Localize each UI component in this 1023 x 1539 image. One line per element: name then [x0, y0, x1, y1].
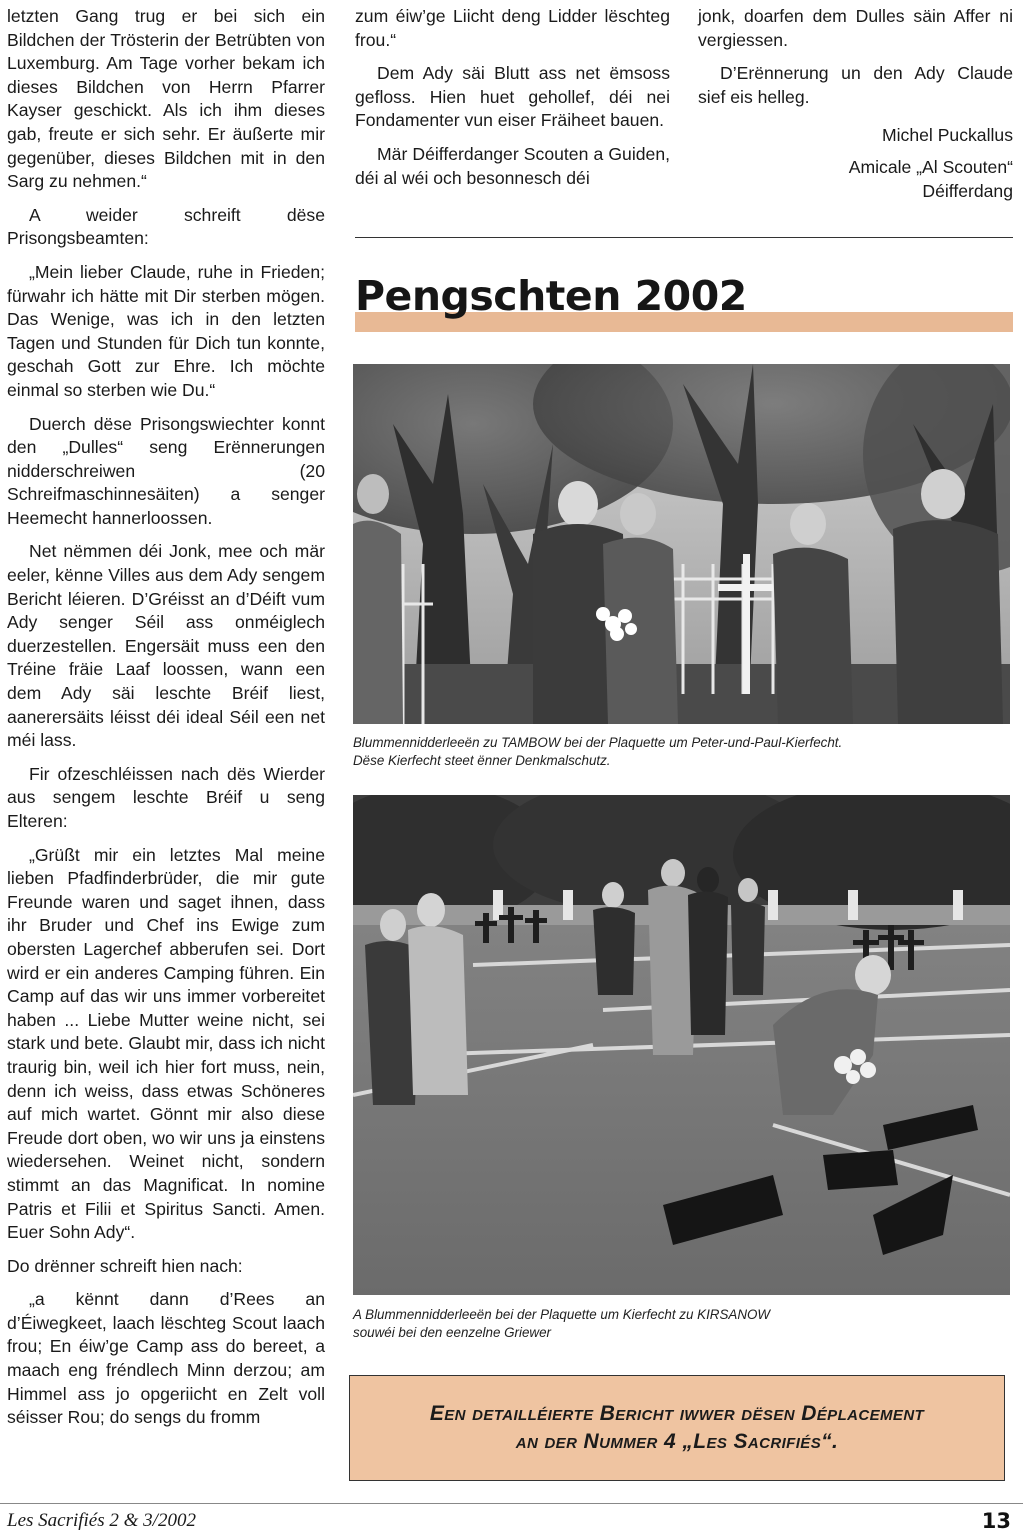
- column-middle: [355, 5, 670, 200]
- notice-box: [349, 1375, 1005, 1481]
- body-paragraph: A weider schreift dëse Prisongsbeamten:: [7, 204, 325, 249]
- caption-line: Dëse Kierfecht steet ënner Denkmalschutz.: [353, 752, 611, 768]
- body-paragraph: Mär Déifferdanger Scouten a Guiden, déi al wéi och besonnesch déi: [355, 143, 670, 188]
- body-paragraph: zum éiw’ge Liicht deng Lidder lëschteg frou.“: [355, 6, 670, 50]
- body-paragraph: Duerch dëse Prisongswiechter konnt den „Dulles“ seng Erënnerungen nidderschreiwen (20 Schreifmaschinnesäiten) a senger Heemecht hannerloossen.: [7, 413, 325, 528]
- signature-org: Amicale „Al Scouten“: [848, 157, 1013, 178]
- notice-line: an der Nummer 4 „Les Sacrifiés“.: [515, 1430, 839, 1453]
- quote-paragraph: „Mein lieber Claude, ruhe in Frieden; fürwahr ich hätte mit Dir sterben mögen. Das Wenige, was ich in den letzten Tagen und Stunden für Dich tun konnte, geschah Gott zur Ehre. Ich möchte einmal so sterben wie Du.“: [7, 261, 325, 400]
- caption-line: souwéi bei den eenzelne Griewer: [353, 1324, 552, 1340]
- body-paragraph: Fir ofzeschléissen nach dës Wierder aus sengem leschte Bréif u seng Elteren:: [7, 763, 325, 831]
- column-right: [698, 5, 1013, 203]
- body-paragraph: Dem Ady säi Blutt ass net ëmsoss gefloss. Hien huet gehollef, déi nei Fondamenter vun eiser Fräiheet bauen.: [355, 63, 670, 131]
- photo-caption: [353, 1306, 1010, 1341]
- notice-line: Een detailléierte Bericht iwwer dësen Déplacement: [429, 1402, 925, 1425]
- photo-caption: [353, 734, 1010, 769]
- caption-line: Blummennidderleeën zu TAMBOW bei der Plaquette um Peter-und-Paul-Kierfecht.: [353, 735, 843, 750]
- photo-illustration: [353, 364, 1010, 724]
- caption-line: A Blummennidderleeën bei der Plaquette um Kierfecht zu KIRSANOW: [353, 1307, 771, 1322]
- body-paragraph: Net nëmmen déi Jonk, mee och mär eeler, kënne Villes aus dem Ady sengem Bericht léieren. D’Gréisst an d’Déift vum Ady senger Séil ass onméiglech duerzestellen. Engersäit muss een den Tréine fräie Laaf loossen, wann een dem Ady säi leschte Bréif liest, aanerersäits léisst déi ideal Séil een net méi lass.: [7, 541, 325, 751]
- signature-name: Michel Puckallus: [881, 125, 1013, 146]
- publication-name: Les Sacrifiés 2 & 3/2002: [7, 1510, 196, 1531]
- body-paragraph: letzten Gang trug er bei sich ein Bildchen der Trösterin der Betrübten von Luxemburg. Am Tage vorher bekam ich dieses Bildchen von Herrn Pfarrer Kayser geschickt. Als ich ihm dieses gab, freute er sich sehr. Er äußerte mir gegenüber, dieses Bildchen mit in den Sarg zu nehmen.“: [7, 6, 325, 192]
- photo-kirsanow-cemetery: [353, 795, 1010, 1295]
- notice-text: [350, 1400, 1004, 1456]
- body-paragraph: Do drënner schreift hien nach:: [7, 1255, 243, 1276]
- signature-place: Déifferdang: [922, 181, 1013, 202]
- section-title: Pengschten 2002: [355, 272, 747, 320]
- body-paragraph: jonk, doarfen dem Dulles säin Affer ni vergiessen.: [698, 6, 1013, 50]
- photo-illustration: [353, 795, 1010, 1295]
- column-left: [7, 5, 325, 1440]
- signature-block: [698, 123, 1013, 203]
- quote-paragraph: „a kënnt dann d’Rees an d’Éiwegkeet, laach lëschteg Scout laach frou; En éiw’ge Camp ass do bereet, a maach eng fréndlech Minn derzou; am Himmel ass jo opgeriicht en Zelt voll séisser Rou; do sengs du fromm: [7, 1289, 325, 1428]
- footer-divider: [0, 1503, 1023, 1504]
- body-paragraph: D’Erënnerung un den Ady Claude sief eis helleg.: [698, 63, 1013, 107]
- photo-tambow-cemetery: [353, 364, 1010, 724]
- section-header: [355, 268, 1013, 332]
- quote-paragraph: „Grüßt mir ein letztes Mal meine lieben Pfadfinderbrüder, die mir gute Freunde waren und saget ihnen, dass ihr Bruder und Chef ins Ewige zum obersten Lagerchef abberufen sei. Dort wird er ein anderes Camping führen. Ein Camp auf das wir uns immer vorbereitet haben ... Liebe Mutter weine nicht, sei stark und bete. Glaubt mir, dass ich nicht traurig bin, weil ich hier fort muss, nein, denn ich weiss, dass etwas Schöneres auf mich wartet. Gönnt mir also diese Freude dort oben, wo wir uns ja einstens wiedersehen. Weinet nicht, sondern stimmt an das Magnificat. In nomine Patris et Filii et Spiritus Sancti. Amen. Euer Sohn Ady“.: [7, 844, 325, 1243]
- section-divider: [355, 237, 1013, 238]
- page-number: 13: [981, 1509, 1011, 1533]
